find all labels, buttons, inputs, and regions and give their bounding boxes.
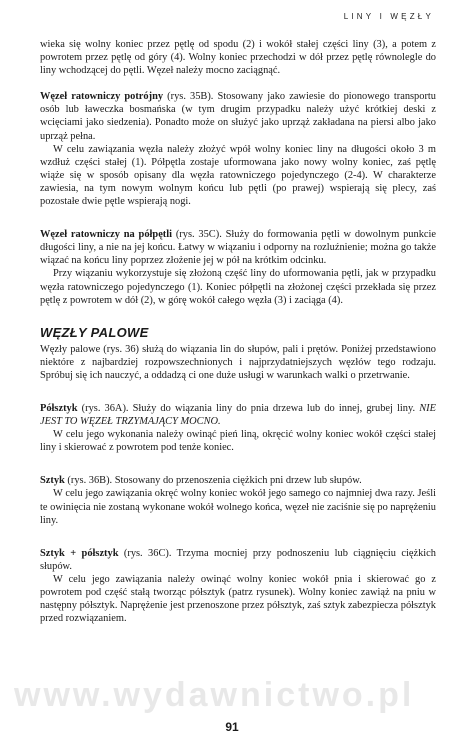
paragraph-post-knots-intro: Węzły palowe (rys. 36) służą do wiązania lin do słupów, pali i prętów. Poniżej przedstawiono niektóre z najbardziej rozpowszechnionych i najprzydatniejszych węzłów tego rodzaju. Spróbuj się ich nauczyć, a oddadzą ci one duże usługi w warunkach walki o przetrwanie.: [40, 343, 436, 381]
term-triple-rescue-knot: Węzeł ratowniczy potrójny: [40, 91, 164, 103]
paragraph-half-hitch-instructions: W celu jego wykonania należy owinąć pień liną, okręcić wolny koniec wokół części stałej liny i skierować z powrotem pod tenże koniec.: [40, 429, 436, 454]
warning-half-hitch: NIE JEST TO WĘZEŁ TRZYMAJĄCY MOCNO.: [40, 402, 436, 428]
description-triple-rescue-knot: (rys. 35B). Stosowany jako zawiesie do pionowego transportu osób lub ławeczka bosmańska (w tym drugim przypadku należy użyć krótkiej deski z wcięciami jako siedzenia). Ponadto może on służyć jako uprząż zakładana na piersi albo jako uprząż pełna.: [40, 91, 436, 142]
paragraph-timber-half-hitch: [40, 547, 436, 573]
term-half-loop-rescue-knot: Węzeł ratowniczy na półpętli: [40, 229, 173, 241]
paragraph-continuation: wieka się wolny koniec przez pętlę od spodu (2) i wokół stałej części liny (3), a potem z powrotem przez pętlę od góry (4). Wolny koniec przechodzi w dół przez pętlę równolegle do liny wchodzącej do pętli. Węzeł należy mocno zaciągnąć.: [40, 39, 436, 77]
paragraph-timber-half-hitch-instructions: W celu jego zawiązania należy owinąć wolny koniec wokół pnia i skierować go z powrotem pod część stałą tworząc półsztyk (patrz rysunek). Wolny koniec zawiąż na pniu w następny półsztyk. Naprężenie jest przenoszone przez półsztyk, zaś sztyk zabezpiecza półsztyk przed rozwiązaniem.: [40, 573, 436, 625]
term-timber-hitch: Sztyk: [40, 475, 65, 487]
term-timber-half-hitch: Sztyk + półsztyk: [40, 547, 119, 559]
paragraph-half-hitch: [40, 402, 436, 428]
page-number: 91: [225, 720, 239, 734]
description-timber-half-hitch: (rys. 36C). Trzyma mocniej przy podnoszeniu lub ciągnięciu ciężkich słupów.: [40, 547, 436, 572]
paragraph-half-loop-instructions: Przy wiązaniu wykorzystuje się złożoną część liny do uformowania pętli, jak w przypadku węzła ratowniczego pojedynczego (1). Koniec półpętli na złożonej części przekłada się przez pętlę z powrotem w dół (2), w górę wokół całego węzła (3) i zaciąga (4).: [40, 268, 436, 306]
running-head: LINY I WĘZŁY: [343, 12, 434, 21]
paragraph-half-loop-rescue-knot: [40, 228, 436, 267]
page-body: [40, 38, 436, 625]
paragraph-triple-rescue-knot: [40, 90, 436, 142]
term-half-hitch: Półsztyk: [40, 402, 78, 414]
description-half-loop-rescue-knot: (rys. 35C). Służy do formowania pętli w dowolnym punkcie długości liny, a nie na jej końcu. Łatwy w wiązaniu i odporny na rozluźnienie; można go także wiązać na końcu liny poprzez złożenie jej w pół na krótkim odcinku.: [40, 229, 436, 267]
description-timber-hitch: (rys. 36B). Stosowany do przenoszenia ciężkich pni drzew lub słupów.: [64, 475, 362, 487]
description-half-hitch: (rys. 36A). Służy do wiązania liny do pnia drzewa lub do innej, grubej liny.: [77, 402, 420, 414]
paragraph-timber-hitch: [40, 474, 436, 487]
paragraph-triple-rescue-instructions: W celu zawiązania węzła należy złożyć wpół wolny koniec liny na długości około 3 m wzdłuż części stałej (1). Półpętla zostaje uformowana jako nowy wolny koniec, zaś pętlę wiąże się w sposób opisany dla węzła ratowniczego pojedynczego (2-4). W charakterze zawiesia, na tym nowym wolnym końcu lub pętli (po prawej) wspierają się plecy, zaś pozostałe dwie pętle wspierają nogi.: [40, 143, 436, 208]
watermark: www.wydawnictwo.pl: [14, 676, 415, 714]
section-heading: WĘZŁY PALOWE: [40, 324, 149, 340]
paragraph-timber-hitch-instructions: W celu jego zawiązania okręć wolny koniec wokół jego samego co najmniej dwa razy. Jeśli te owinięcia nie zostaną wykonane wokół wolnego końca, węzeł nie zaciśnie się po naprężeniu liny.: [40, 488, 436, 526]
